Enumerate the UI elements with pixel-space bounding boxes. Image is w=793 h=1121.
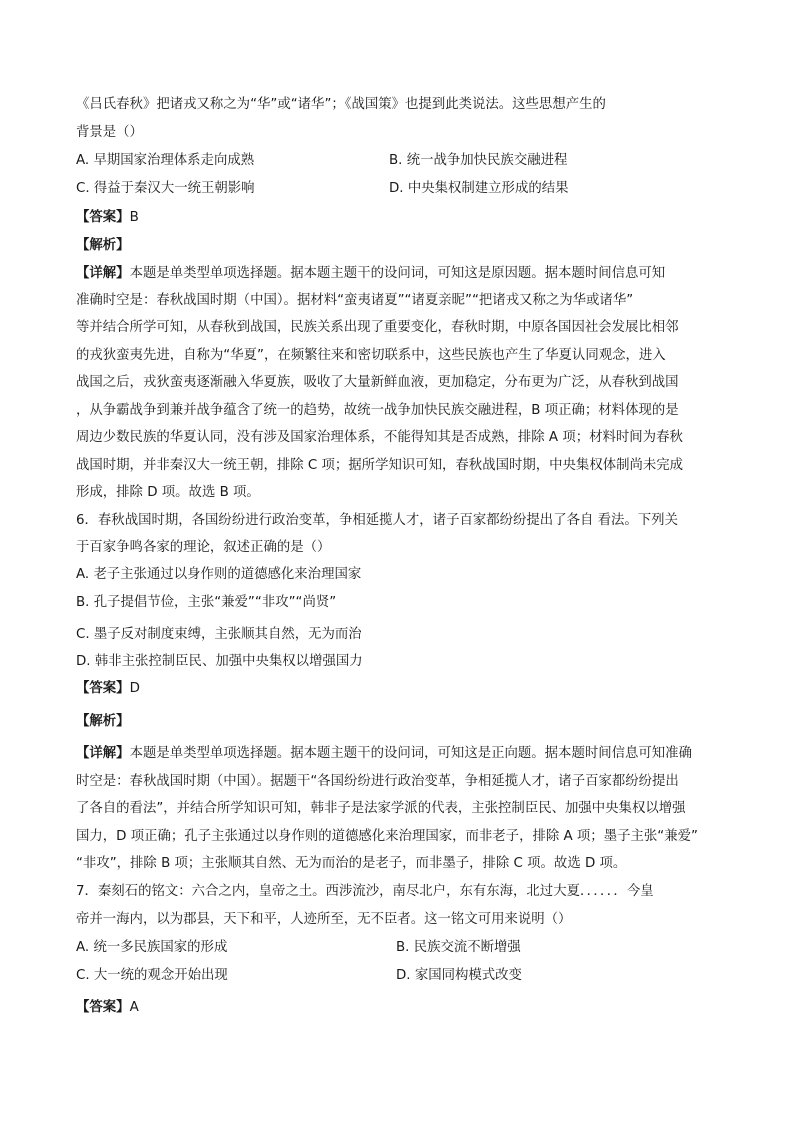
q5-stem-line2: 背景是（） <box>76 125 143 140</box>
q5-option-d: D. 中央集权制建立形成的结果 <box>389 181 569 196</box>
q5-option-b: B. 统一战争加快民族交融进程 <box>389 153 568 168</box>
q6-option-d: D. 韩非主张控制臣民、加强中央集权以增强国力 <box>76 654 363 669</box>
q7-answer <box>76 999 139 1016</box>
answer-value: B <box>129 210 139 225</box>
q5-option-c: C. 得益于秦汉大一统王朝影响 <box>76 181 255 196</box>
q5-detail-line: 等并结合所学可知，从春秋到战国，民族关系出现了重要变化，春秋时期，中原各国因社会发展比相邻 <box>76 320 679 335</box>
q6-option-c: C. 墨子反对制度束缚，主张顺其自然，无为而治 <box>76 627 362 642</box>
q6-detail-line: “非攻”，排除 B 项；主张顺其自然、无为而治的是老子，而非墨子，排除 C 项。故选 D 项。 <box>76 856 627 871</box>
q6-detail-line: 国力，D 项正确；孔子主张通过以身作则的道德感化来治理国家，而非老子，排除 A 项；墨子主张“兼爱” <box>76 829 698 844</box>
q6-analysis-label: 【解析】 <box>76 714 130 729</box>
answer-value: A <box>129 1000 139 1015</box>
q6-option-b: B. 孔子提倡节俭，主张“兼爱”“非攻”“尚贤” <box>76 595 337 610</box>
q5-detail-line: 形成，排除 D 项。故选 B 项。 <box>76 485 260 500</box>
q6-detail-line: 了各自的看法”，并结合所学知识可知，韩非子是法家学派的代表，主张控制臣民、加强中央集权以增强 <box>76 801 686 816</box>
q5-detail-line: 的戎狄蛮夷先进，自称为“华夏”，在频繁往来和密切联系中，这些民族也产生了华夏认同观念，进入 <box>76 348 666 363</box>
q6-detail-line <box>76 745 692 762</box>
q5-answer <box>76 209 139 226</box>
q5-stem-line1: 《吕氏春秋》把诸戎又称之为“华”或“诸华”；《战国策》也提到此类说法。这些思想产生的 <box>76 97 606 112</box>
answer-label: 【答案】 <box>76 681 130 696</box>
q7-option-a: A. 统一多民族国家的形成 <box>76 940 228 955</box>
q7-option-b: B. 民族交流不断增强 <box>396 940 521 955</box>
q5-detail-line: 周边少数民族的华夏认同，没有涉及国家治理体系，不能得知其是否成熟，排除 A 项；材料时间为春秋 <box>76 430 683 445</box>
detail-label: 【详解】 <box>76 266 130 281</box>
answer-value: D <box>129 681 140 696</box>
q7-stem-line1: 7．秦刻石的铭文：六合之内，皇帝之土。西涉流沙，南尽北户，东有东海，北过大夏．．．．．．今皇 <box>76 884 654 899</box>
answer-label: 【答案】 <box>76 210 130 225</box>
q6-option-a: A. 老子主张通过以身作则的道德感化来治理国家 <box>76 567 362 582</box>
q5-detail-line: 战国之后，戎狄蛮夷逐渐融入华夏族，吸收了大量新鲜血液，更加稳定，分布更为广泛，从春秋到战国 <box>76 375 679 390</box>
q5-detail-line: 战国时期，并非秦汉大一统王朝，排除 C 项；据所学知识可知，春秋战国时期，中央集权体制尚未完成 <box>76 458 684 473</box>
detail-text: 本题是单类型单项选择题。据本题主题干的设问词，可知这是原因题。据本题时间信息可知 <box>129 266 666 281</box>
q5-analysis-label: 【解析】 <box>76 238 130 253</box>
q7-option-c: C. 大一统的观念开始出现 <box>76 968 228 983</box>
q6-stem-line1: 6．春秋战国时期，各国纷纷进行政治变革，争相延揽人才，诸子百家都纷纷提出了各自 看法。下列关 <box>76 513 678 528</box>
answer-label: 【答案】 <box>76 1000 130 1015</box>
q5-detail-line: 准确时空是：春秋战国时期（中国）。据材料“蛮夷诸夏”“诸夏亲昵”“把诸戎又称之为华或诸华” <box>76 293 634 308</box>
q5-detail-line: ，从争霸战争到兼并战争蕴含了统一的趋势，故统一战争加快民族交融进程，B 项正确；材料体现的是 <box>76 403 679 418</box>
detail-label: 【详解】 <box>76 746 130 761</box>
q6-answer <box>76 680 140 697</box>
q7-option-d: D. 家国同构模式改变 <box>396 968 522 983</box>
q5-option-a: A. 早期国家治理体系走向成熟 <box>76 153 255 168</box>
q6-stem-line2: 于百家争鸣各家的理论，叙述正确的是（） <box>76 540 331 555</box>
q5-detail-line <box>76 265 665 282</box>
q7-stem-line2: 帝并一海内，以为郡县，天下和平，人迹所至，无不臣者。这一铭文可用来说明（） <box>76 912 572 927</box>
q6-detail-line: 时空是：春秋战国时期（中国）。据题干“各国纷纷进行政治变革，争相延揽人才，诸子百家都纷纷提出 <box>76 774 679 789</box>
detail-text: 本题是单类型单项选择题。据本题主题干的设问词，可知这是正向题。据本题时间信息可知准确 <box>129 746 692 761</box>
